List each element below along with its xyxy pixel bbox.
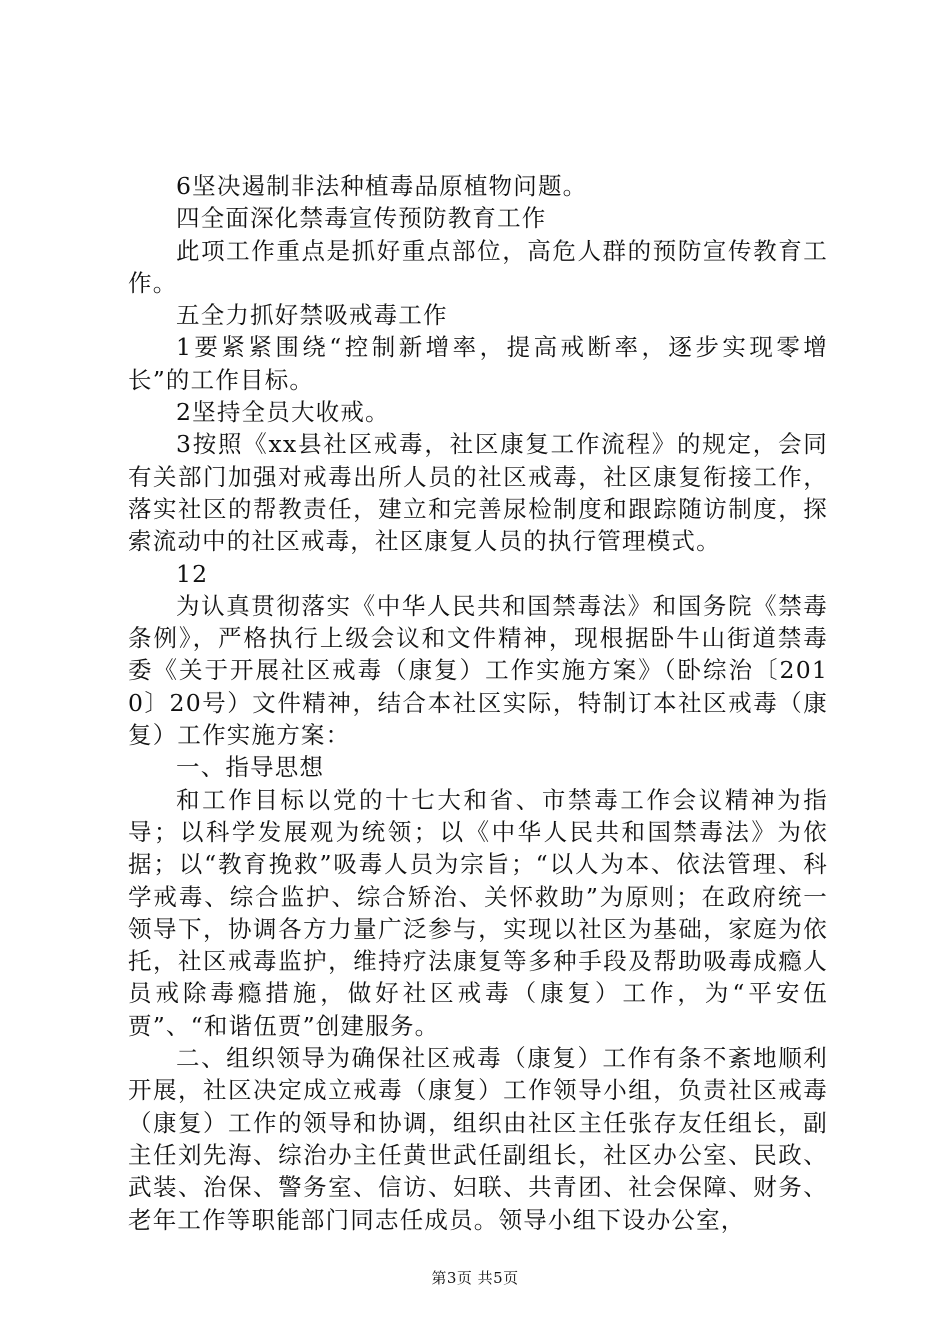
section-heading-5: 五全力抓好禁吸戒毒工作: [176, 301, 448, 330]
document-body: [128, 170, 828, 1236]
section-heading-guiding-thought: 一、指导思想: [176, 753, 325, 782]
paragraph-number: 12: [176, 559, 209, 588]
paragraph-item-2: 2坚持全员大收戒。: [176, 398, 390, 427]
paragraph-organization-leadership: 二、组织领导为确保社区戒毒（康复）工作有条不紊地顺利开展，社区决定成立戒毒（康复）工作领导小组，负责社区戒毒（康复）工作的领导和协调，组织由社区主任张存友任组长，副主任刘先海、综治办主任黄世武任副组长，社区办公室、民政、武装、治保、警务室、信访、妇联、共青团、社会保障、财务、老年工作等职能部门同志任成员。领导小组下设办公室，: [128, 1044, 828, 1234]
paragraph-education-focus: 此项工作重点是抓好重点部位，高危人群的预防宣传教育工作。: [128, 236, 828, 297]
page-number-label: 第3页 共5页: [431, 1269, 519, 1287]
page-footer: [0, 1268, 950, 1288]
paragraph-work-goals: 和工作目标以党的十七大和省、市禁毒工作会议精神为指导；以科学发展观为统领；以《中华人民共和国禁毒法》为依据；以“教育挽救”吸毒人员为宗旨；“以人为本、依法管理、科学戒毒、综合监护、综合矫治、关怀救助”为原则；在政府统一领导下，协调各方力量广泛参与，实现以社区为基础，家庭为依托，社区戒毒监护，维持疗法康复等多种手段及帮助吸毒成瘾人员戒除毒瘾措施，做好社区戒毒（康复）工作，为“平安伍贾”、“和谐伍贾”创建服务。: [128, 785, 828, 1040]
paragraph-item-3: 3按照《xx县社区戒毒，社区康复工作流程》的规定，会同有关部门加强对戒毒出所人员的社区戒毒，社区康复衔接工作，落实社区的帮教责任，建立和完善尿检制度和跟踪随访制度，探索流动中的社区戒毒，社区康复人员的执行管理模式。: [128, 430, 828, 556]
paragraph-item-1: 1要紧紧围绕“控制新增率，提高戒断率，逐步实现零增长”的工作目标。: [128, 333, 828, 394]
section-heading-4: 四全面深化禁毒宣传预防教育工作: [176, 204, 547, 233]
paragraph-item-6: 6坚决遏制非法种植毒品原植物问题。: [176, 172, 588, 200]
paragraph-introduction: 为认真贯彻落实《中华人民共和国禁毒法》和国务院《禁毒条例》，严格执行上级会议和文件精神，现根据卧牛山街道禁毒委《关于开展社区戒毒（康复）工作实施方案》（卧综治〔2010〕20号）文件精神，结合本社区实际，特制订本社区戒毒（康复）工作实施方案：: [128, 591, 828, 750]
